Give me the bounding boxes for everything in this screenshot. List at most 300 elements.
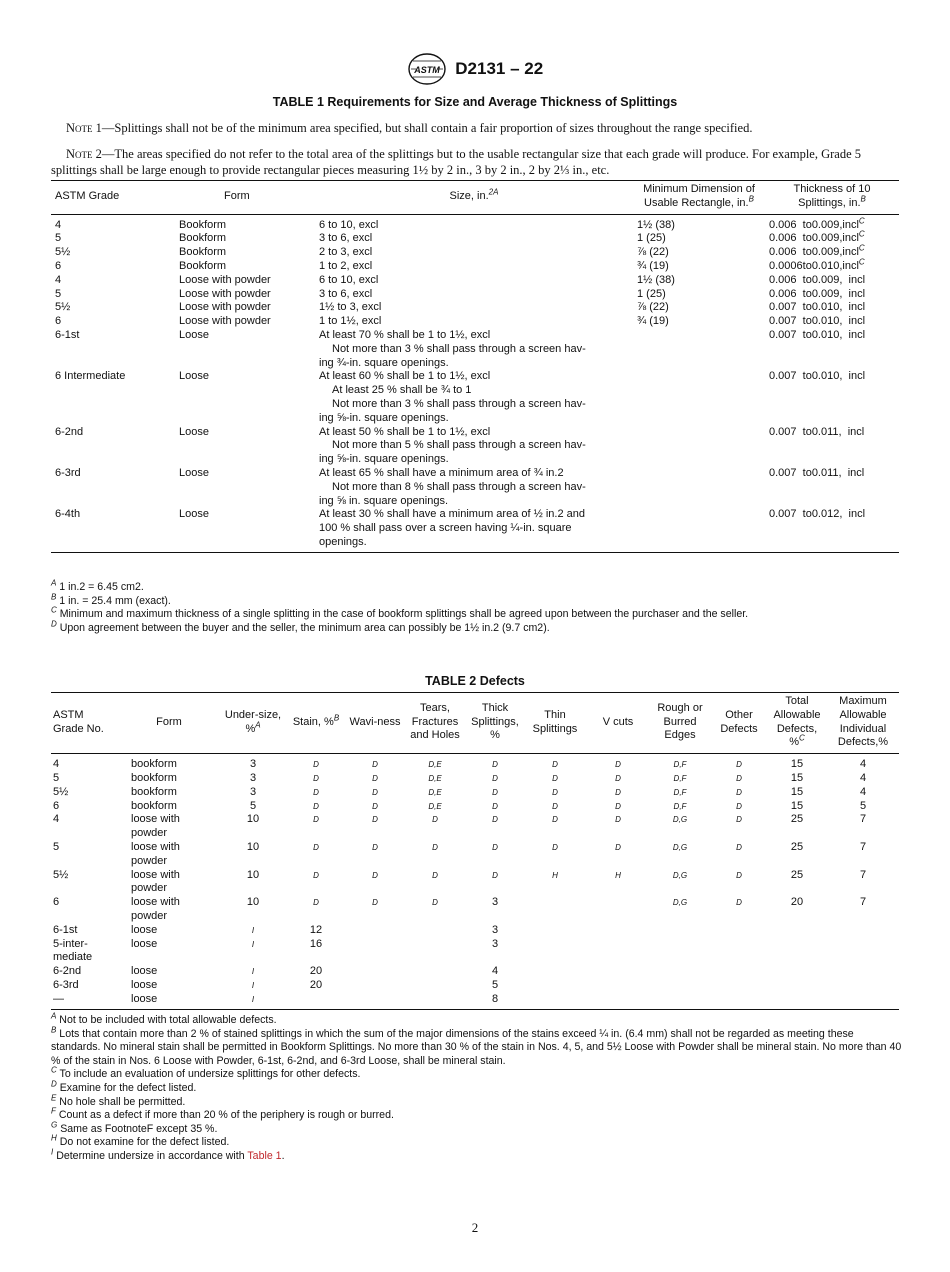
t1-cell-size — [315, 274, 633, 288]
t1-cell-form: Loose with powder — [179, 273, 271, 286]
t2-cell-max: 7 — [859, 813, 867, 826]
t2-header-form: Form — [117, 693, 221, 754]
t2-cell-tears: D — [432, 815, 438, 825]
table1-link[interactable]: Table 1 — [247, 1149, 282, 1162]
table-row — [51, 924, 899, 938]
t1-cell-grade: 4 — [55, 273, 62, 286]
t1-thickness-value: 0.0006to0.010,incl — [769, 259, 859, 272]
t2-cell-form: loose — [131, 937, 158, 950]
footnote-text: Lots that contain more than 2 % of stained splittings in which the sum of the major dimensions of the stains exceed ¼ in. (6.4 mm) shall not be regarded as meeting these standards. No mineral stain shall be permitted in Bookform Splittings. No more than 30 % of the stain in Nos. 4, 5, and 5½ Loose with Powder shall be mineral stain. No more than 40 % of the stain in Nos. 6 Loose with Powder, 6-1st, 6-2nd, and 6-3rd Loose, shall be mineral stain. — [51, 1027, 902, 1067]
t1-cell-size — [315, 329, 633, 370]
t1-cell-form: Loose with powder — [179, 301, 271, 314]
t1-cell-size — [315, 288, 633, 302]
t2-cell-thick: D — [492, 787, 498, 797]
table-row — [51, 288, 899, 302]
t2-cell-form: loose — [131, 978, 158, 991]
t2-cell-other: D — [736, 898, 742, 908]
t1-thickness-value: 0.007 to0.011, incl — [769, 466, 865, 479]
t1-size-line: At least 65 % shall have a minimum area of ¾ in.2 — [319, 466, 564, 479]
t1-cell-min-dim — [633, 508, 765, 552]
t1-header-min-dim: Minimum Dimension of Usable Rectangle, in.$^B$ — [633, 181, 765, 215]
t2-cell-max: 7 — [859, 868, 867, 881]
table-row — [51, 329, 899, 370]
t2-cell-rough — [649, 924, 711, 938]
t2-cell-other — [711, 924, 767, 938]
t1-cell-size — [315, 246, 633, 260]
t2-cell-stain: D — [313, 773, 319, 783]
t2-cell-thick: D — [492, 760, 498, 770]
t2-cell-max: 5 — [859, 799, 867, 812]
footnote-text: Upon agreement between the buyer and the seller, the minimum area can possibly be 1½ in.2 (9.7 cm2). — [59, 621, 550, 634]
t2-cell-under: 5 — [249, 799, 257, 812]
t1-thickness-value: 0.007 to0.010, incl — [769, 315, 866, 328]
t2-cell-under: 3 — [249, 785, 257, 798]
t1-thickness-value: 0.007 to0.010, incl — [769, 301, 866, 314]
t2-cell-form: bookform — [131, 771, 177, 784]
t1-size-line: Not more than 5 % shall pass through a screen hav- — [332, 439, 586, 452]
note1-text: —Splittings shall not be of the minimum area specified, but shall contain a fair proportion of sizes throughout the range specified. — [101, 121, 753, 135]
t2-cell-rough — [649, 938, 711, 966]
t1-cell-min-dim: ⅞ (22) — [637, 246, 669, 259]
t2-header-undersize: Under-size, %$^A$ — [221, 693, 285, 754]
t1-thickness-value: 0.007 to0.010, incl — [769, 370, 866, 383]
footnote-text: 1 in. = 25.4 mm (exact). — [59, 594, 171, 607]
t1-cell-thickness — [765, 467, 899, 508]
t2-cell-total — [767, 965, 827, 979]
t2-cell-under: 3 — [249, 771, 257, 784]
t2-cell-other: D — [736, 815, 742, 825]
t1-cell-thickness — [765, 229, 899, 246]
t1-cell-thickness — [765, 214, 899, 232]
t2-cell-thick: 8 — [467, 993, 523, 1009]
t1-thickness-fn: C — [858, 215, 865, 225]
t2-cell-rough: D,G — [672, 842, 688, 852]
t2-cell-vcuts: D — [615, 760, 621, 770]
t2-cell-other — [711, 965, 767, 979]
footnote — [51, 1093, 903, 1110]
t1-thickness-value: 0.006 to0.009, incl — [769, 273, 866, 286]
t1-cell-form: Bookform — [179, 246, 227, 259]
t2-cell-under: I — [221, 993, 285, 1009]
t1-cell-form: Bookform — [179, 218, 227, 231]
t2-cell-stain: 20 — [309, 978, 323, 991]
t1-size-line: 2 to 3, excl — [319, 246, 373, 259]
t2-cell-grade: 5-inter-mediate — [53, 937, 93, 964]
t2-cell-max — [827, 924, 899, 938]
page-header — [0, 52, 950, 86]
t2-cell-max: 4 — [859, 758, 867, 771]
t2-cell-thin — [523, 924, 587, 938]
t1-cell-thickness — [765, 329, 899, 370]
t2-cell-thin: D — [552, 815, 558, 825]
t1-size-line: ing ¾-in. square openings. — [319, 356, 449, 369]
t2-cell-form: loose with powder — [131, 840, 180, 867]
t2-cell-under: I — [251, 939, 255, 949]
t2-cell-rough — [649, 979, 711, 993]
footnote-text: Examine for the defect listed. — [59, 1081, 197, 1094]
t1-cell-thickness — [765, 508, 899, 552]
t1-cell-min-dim — [633, 467, 765, 508]
table-row — [51, 274, 899, 288]
footnote-mark: A — [51, 578, 57, 588]
t2-cell-rough: D,G — [672, 815, 688, 825]
t2-cell-stain — [285, 993, 347, 1009]
t2-cell-grade: — — [51, 993, 117, 1009]
table1 — [51, 180, 899, 553]
t2-cell-wavi: D — [372, 773, 378, 783]
table-row — [51, 260, 899, 274]
t2-cell-form: loose — [131, 965, 158, 978]
t2-cell-form: loose with powder — [131, 813, 180, 840]
t1-size-line: 1 to 2, excl — [319, 259, 373, 272]
table-row — [51, 800, 899, 814]
page-number: 2 — [471, 1220, 479, 1235]
t1-cell-min-dim: ⅞ (22) — [637, 301, 669, 314]
table-row — [51, 467, 899, 508]
t2-cell-form: loose — [117, 993, 221, 1009]
t2-cell-under: 10 — [246, 896, 260, 909]
t2-header-thin: Thin Splittings — [523, 693, 587, 754]
t1-thickness-value: 0.006 to0.009, incl — [769, 287, 866, 300]
t1-cell-form: Loose — [179, 370, 209, 383]
t2-cell-total: 25 — [790, 840, 804, 853]
t2-cell-max: 4 — [859, 771, 867, 784]
t2-cell-tears — [403, 938, 467, 966]
footnote — [51, 592, 903, 609]
t2-cell-wavi: D — [372, 842, 378, 852]
t1-cell-size — [315, 467, 633, 508]
footnote-text-after: . — [281, 1149, 285, 1162]
footnote-mark: A — [51, 1011, 57, 1021]
t1-cell-form: Loose with powder — [179, 287, 271, 300]
t1-cell-grade: 6-2nd — [55, 425, 84, 438]
footnote — [51, 619, 903, 636]
t2-cell-thin: D — [552, 801, 558, 811]
t2-cell-max: 7 — [859, 840, 867, 853]
t1-cell-grade: 6 — [55, 259, 62, 272]
table-row — [51, 938, 899, 966]
t2-cell-total — [767, 993, 827, 1009]
table-row — [51, 214, 899, 232]
t1-size-line: ing ⅝-in. square openings. — [319, 453, 449, 466]
t1-cell-size — [315, 214, 633, 232]
t2-cell-grade: 6-2nd — [53, 965, 82, 978]
t2-cell-other: D — [736, 842, 742, 852]
t2-cell-stain: D — [313, 787, 319, 797]
t2-cell-form: loose with powder — [131, 868, 180, 895]
t2-cell-total — [767, 938, 827, 966]
table-row — [51, 315, 899, 329]
table1-note1 — [51, 120, 899, 136]
t2-cell-total: 20 — [790, 896, 804, 909]
t2-cell-total: 15 — [790, 758, 804, 771]
t1-thickness-value: 0.006 to0.009,incl — [769, 218, 859, 231]
t2-cell-tears: D — [432, 898, 438, 908]
t2-cell-thin — [523, 896, 587, 924]
t2-cell-other: D — [736, 787, 742, 797]
table-row — [51, 232, 899, 246]
footnote-text: Do not examine for the defect listed. — [59, 1136, 230, 1149]
footnote-text: Determine undersize in accordance with — [56, 1149, 245, 1162]
footnote-text: Same as FootnoteF except 35 %. — [60, 1122, 218, 1135]
t2-cell-stain: 20 — [309, 965, 323, 978]
t1-cell-min-dim — [633, 426, 765, 467]
t2-cell-rough: D,F — [673, 801, 687, 811]
t1-cell-thickness — [765, 274, 899, 288]
t1-thickness-value: 0.007 to0.012, incl — [769, 508, 866, 521]
t2-cell-max: 4 — [859, 785, 867, 798]
t2-cell-other: D — [736, 760, 742, 770]
table-row — [51, 896, 899, 924]
t1-cell-size — [315, 260, 633, 274]
t1-size-line: 1½ to 3, excl — [319, 301, 382, 314]
t2-cell-thin — [523, 938, 587, 966]
t2-cell-max — [827, 938, 899, 966]
t2-cell-stain: D — [313, 760, 319, 770]
t2-cell-thin — [523, 993, 587, 1009]
t2-cell-wavi: D — [372, 760, 378, 770]
footnote-text: No hole shall be permitted. — [59, 1095, 186, 1108]
t2-cell-thick: 3 — [491, 937, 499, 950]
footnote-mark: H — [51, 1133, 57, 1143]
t2-cell-other: D — [736, 773, 742, 783]
t2-cell-thin — [523, 979, 587, 993]
t2-cell-thick: 3 — [491, 923, 499, 936]
t1-size-line: Not more than 3 % shall pass through a screen hav- — [332, 397, 586, 410]
t1-cell-thickness — [765, 315, 899, 329]
t1-header-thickness: Thickness of 10 Splittings, in.$^B$ — [765, 181, 899, 215]
t1-cell-min-dim — [633, 329, 765, 370]
footnote-mark: I — [51, 1147, 54, 1157]
t2-cell-thin: H — [552, 870, 558, 880]
footnote-text: Count as a defect if more than 20 % of the periphery is rough or burred. — [58, 1109, 394, 1122]
t1-cell-thickness — [765, 301, 899, 315]
t1-cell-form: Loose — [175, 508, 315, 552]
footnote — [51, 1065, 903, 1082]
t2-cell-vcuts — [587, 965, 649, 979]
t2-cell-wavi — [347, 965, 403, 979]
t2-cell-total: 15 — [790, 785, 804, 798]
t1-thickness-fn: C — [858, 243, 865, 253]
t2-cell-max — [827, 965, 899, 979]
t2-cell-stain: D — [313, 842, 319, 852]
t2-cell-total — [767, 979, 827, 993]
t2-cell-thick: 4 — [491, 965, 499, 978]
t1-cell-thickness — [765, 243, 899, 260]
t1-cell-min-dim: ¾ (19) — [637, 259, 669, 272]
t2-cell-grade: 5 — [53, 771, 60, 784]
t2-cell-thick: D — [492, 842, 498, 852]
t1-cell-size — [315, 426, 633, 467]
t1-size-line: At least 30 % shall have a minimum area of ½ in.2 and — [319, 508, 585, 521]
t1-header-size: Size, in.$^{2A}$ — [315, 181, 633, 215]
t2-cell-wavi — [347, 924, 403, 938]
t2-cell-thin: D — [552, 787, 558, 797]
footnote-mark: G — [51, 1120, 58, 1130]
t2-cell-under: 3 — [249, 758, 257, 771]
t2-cell-vcuts: D — [615, 801, 621, 811]
table1-footnotes — [51, 578, 903, 635]
t1-cell-size — [315, 315, 633, 329]
t1-cell-thickness — [765, 288, 899, 302]
t1-cell-grade: 5 — [55, 232, 62, 245]
t2-cell-grade: 5½ — [53, 785, 69, 798]
table1-title: TABLE 1 Requirements for Size and Average Thickness of Splittings — [272, 95, 678, 109]
footnote-text: 1 in.2 = 6.45 cm2. — [59, 581, 144, 593]
t2-cell-other — [711, 993, 767, 1009]
t1-size-line: Not more than 3 % shall pass through a screen hav- — [332, 342, 586, 355]
t1-cell-form: Loose — [179, 328, 209, 341]
t2-cell-thick: D — [492, 773, 498, 783]
t2-cell-thin — [523, 965, 587, 979]
t1-size-line: At least 60 % shall be 1 to 1½, excl — [319, 370, 491, 383]
footnote — [51, 1120, 903, 1137]
footnote-mark: C — [51, 1065, 57, 1075]
t2-cell-total: 15 — [790, 799, 804, 812]
t1-size-line: 3 to 6, excl — [319, 287, 373, 300]
t1-cell-form: Loose — [179, 425, 209, 438]
t1-size-line: 6 to 10, excl — [319, 273, 379, 286]
t1-cell-min-dim: ¾ (19) — [637, 315, 669, 328]
t2-cell-tears: D — [432, 842, 438, 852]
t2-cell-other: D — [736, 801, 742, 811]
t1-cell-grade: 5½ — [55, 301, 71, 314]
t1-cell-grade: 5½ — [55, 246, 71, 259]
t2-cell-total: 25 — [790, 813, 804, 826]
t1-cell-grade: 5 — [55, 287, 62, 300]
t2-cell-form: bookform — [131, 758, 177, 771]
t1-cell-grade: 4 — [55, 218, 62, 231]
t2-cell-thick: D — [492, 801, 498, 811]
note1-label: Note 1 — [66, 121, 102, 135]
t1-cell-size — [315, 301, 633, 315]
t2-header-grade: ASTM Grade No. — [51, 693, 117, 754]
t2-header-total: Total Allowable Defects, %$^C$ — [767, 693, 827, 754]
table-row — [51, 979, 899, 993]
t2-cell-wavi: D — [372, 801, 378, 811]
table2-title: TABLE 2 Defects — [425, 674, 525, 688]
t2-cell-tears: D,E — [428, 801, 442, 811]
t2-cell-vcuts — [587, 896, 649, 924]
footnote — [51, 578, 903, 595]
t2-cell-vcuts: D — [615, 787, 621, 797]
t2-cell-wavi: D — [372, 815, 378, 825]
t2-cell-total: 15 — [790, 771, 804, 784]
t2-cell-rough — [649, 993, 711, 1009]
footnote — [51, 1106, 903, 1123]
t2-header-vcuts: V cuts — [587, 693, 649, 754]
table1-note2 — [51, 146, 899, 178]
t2-cell-under: 10 — [246, 840, 260, 853]
t2-cell-tears: D,E — [428, 760, 442, 770]
table-row — [51, 246, 899, 260]
t2-header-tears: Tears, Fractures and Holes — [403, 693, 467, 754]
t2-cell-max: 7 — [859, 896, 867, 909]
t2-cell-grade: 5 — [53, 840, 60, 853]
table-row — [51, 426, 899, 467]
t1-cell-size — [315, 232, 633, 246]
note2-label: Note 2 — [66, 147, 102, 161]
t1-cell-size — [315, 370, 633, 425]
t2-cell-grade: 6 — [53, 896, 60, 909]
t2-cell-under: 10 — [246, 868, 260, 881]
t2-header-thick: Thick Splittings, % — [467, 693, 523, 754]
t2-cell-wavi: D — [372, 870, 378, 880]
t2-cell-form: loose — [131, 923, 158, 936]
t2-cell-tears: D — [432, 870, 438, 880]
t2-cell-vcuts — [587, 938, 649, 966]
t2-cell-grade: 6 — [53, 799, 60, 812]
t2-cell-under: I — [251, 980, 255, 990]
table-row — [51, 993, 899, 1009]
table2 — [51, 692, 899, 1010]
t2-cell-stain: D — [313, 898, 319, 908]
t2-cell-tears — [403, 993, 467, 1009]
t2-cell-stain: 12 — [309, 923, 323, 936]
footnote-text: Not to be included with total allowable defects. — [59, 1014, 277, 1026]
t2-header-max: Maximum Allowable Individual Defects,% — [827, 693, 899, 754]
t1-cell-grade: 6 — [55, 315, 62, 328]
t1-cell-form: Bookform — [179, 232, 227, 245]
t2-cell-tears — [403, 965, 467, 979]
t1-thickness-value: 0.007 to0.010, incl — [769, 328, 866, 341]
t2-cell-stain: D — [313, 801, 319, 811]
t2-cell-thin: D — [552, 842, 558, 852]
t2-cell-total: 25 — [790, 868, 804, 881]
t2-cell-wavi: D — [372, 787, 378, 797]
t1-size-line: Not more than 8 % shall pass through a screen hav- — [332, 480, 586, 493]
t2-cell-vcuts — [587, 993, 649, 1009]
svg-text:ASTM: ASTM — [414, 65, 440, 75]
t2-cell-tears: D,E — [428, 787, 442, 797]
t2-cell-tears — [403, 924, 467, 938]
t1-cell-thickness — [765, 426, 899, 467]
t2-cell-thick: D — [492, 870, 498, 880]
t2-cell-thin: D — [552, 760, 558, 770]
t1-cell-min-dim: 1 (25) — [637, 287, 666, 300]
t1-size-line: ing ⅝ in. square openings. — [319, 494, 449, 507]
t1-size-line: At least 25 % shall be ¾ to 1 — [332, 384, 472, 397]
footnote-text: Minimum and maximum thickness of a single splitting in the case of bookform splittings shall be agreed upon between the purchaser and the seller. — [59, 608, 749, 621]
table-row — [51, 813, 899, 841]
t1-size-line: At least 50 % shall be 1 to 1½, excl — [319, 425, 491, 438]
t1-cell-grade: 6-4th — [51, 508, 175, 552]
t1-cell-grade: 6 Intermediate — [55, 370, 126, 383]
t2-cell-form: bookform — [131, 799, 177, 812]
t2-cell-vcuts: D — [615, 815, 621, 825]
document-id: D2131 – 22 — [455, 59, 544, 78]
t1-cell-form: Loose — [179, 466, 209, 479]
footnote-mark: F — [51, 1106, 56, 1116]
footnote-text: To include an evaluation of undersize splittings for other defects. — [59, 1068, 361, 1081]
t1-cell-size — [315, 508, 633, 552]
footnote-mark: B — [51, 1025, 57, 1035]
t2-cell-vcuts — [587, 979, 649, 993]
t1-cell-thickness — [765, 257, 899, 274]
t2-cell-stain: D — [313, 870, 319, 880]
t2-cell-max — [827, 979, 899, 993]
t2-cell-rough: D,F — [673, 760, 687, 770]
table-row — [51, 786, 899, 800]
t1-thickness-fn: C — [858, 229, 865, 239]
t2-header-rough: Rough or Burred Edges — [649, 693, 711, 754]
t2-header-other: Other Defects — [711, 693, 767, 754]
t1-size-line: ing ⅝-in. square openings. — [319, 411, 449, 424]
t2-cell-form: loose with powder — [131, 896, 180, 922]
table-row — [51, 508, 899, 552]
table-row — [51, 754, 899, 772]
t2-cell-vcuts: D — [615, 842, 621, 852]
